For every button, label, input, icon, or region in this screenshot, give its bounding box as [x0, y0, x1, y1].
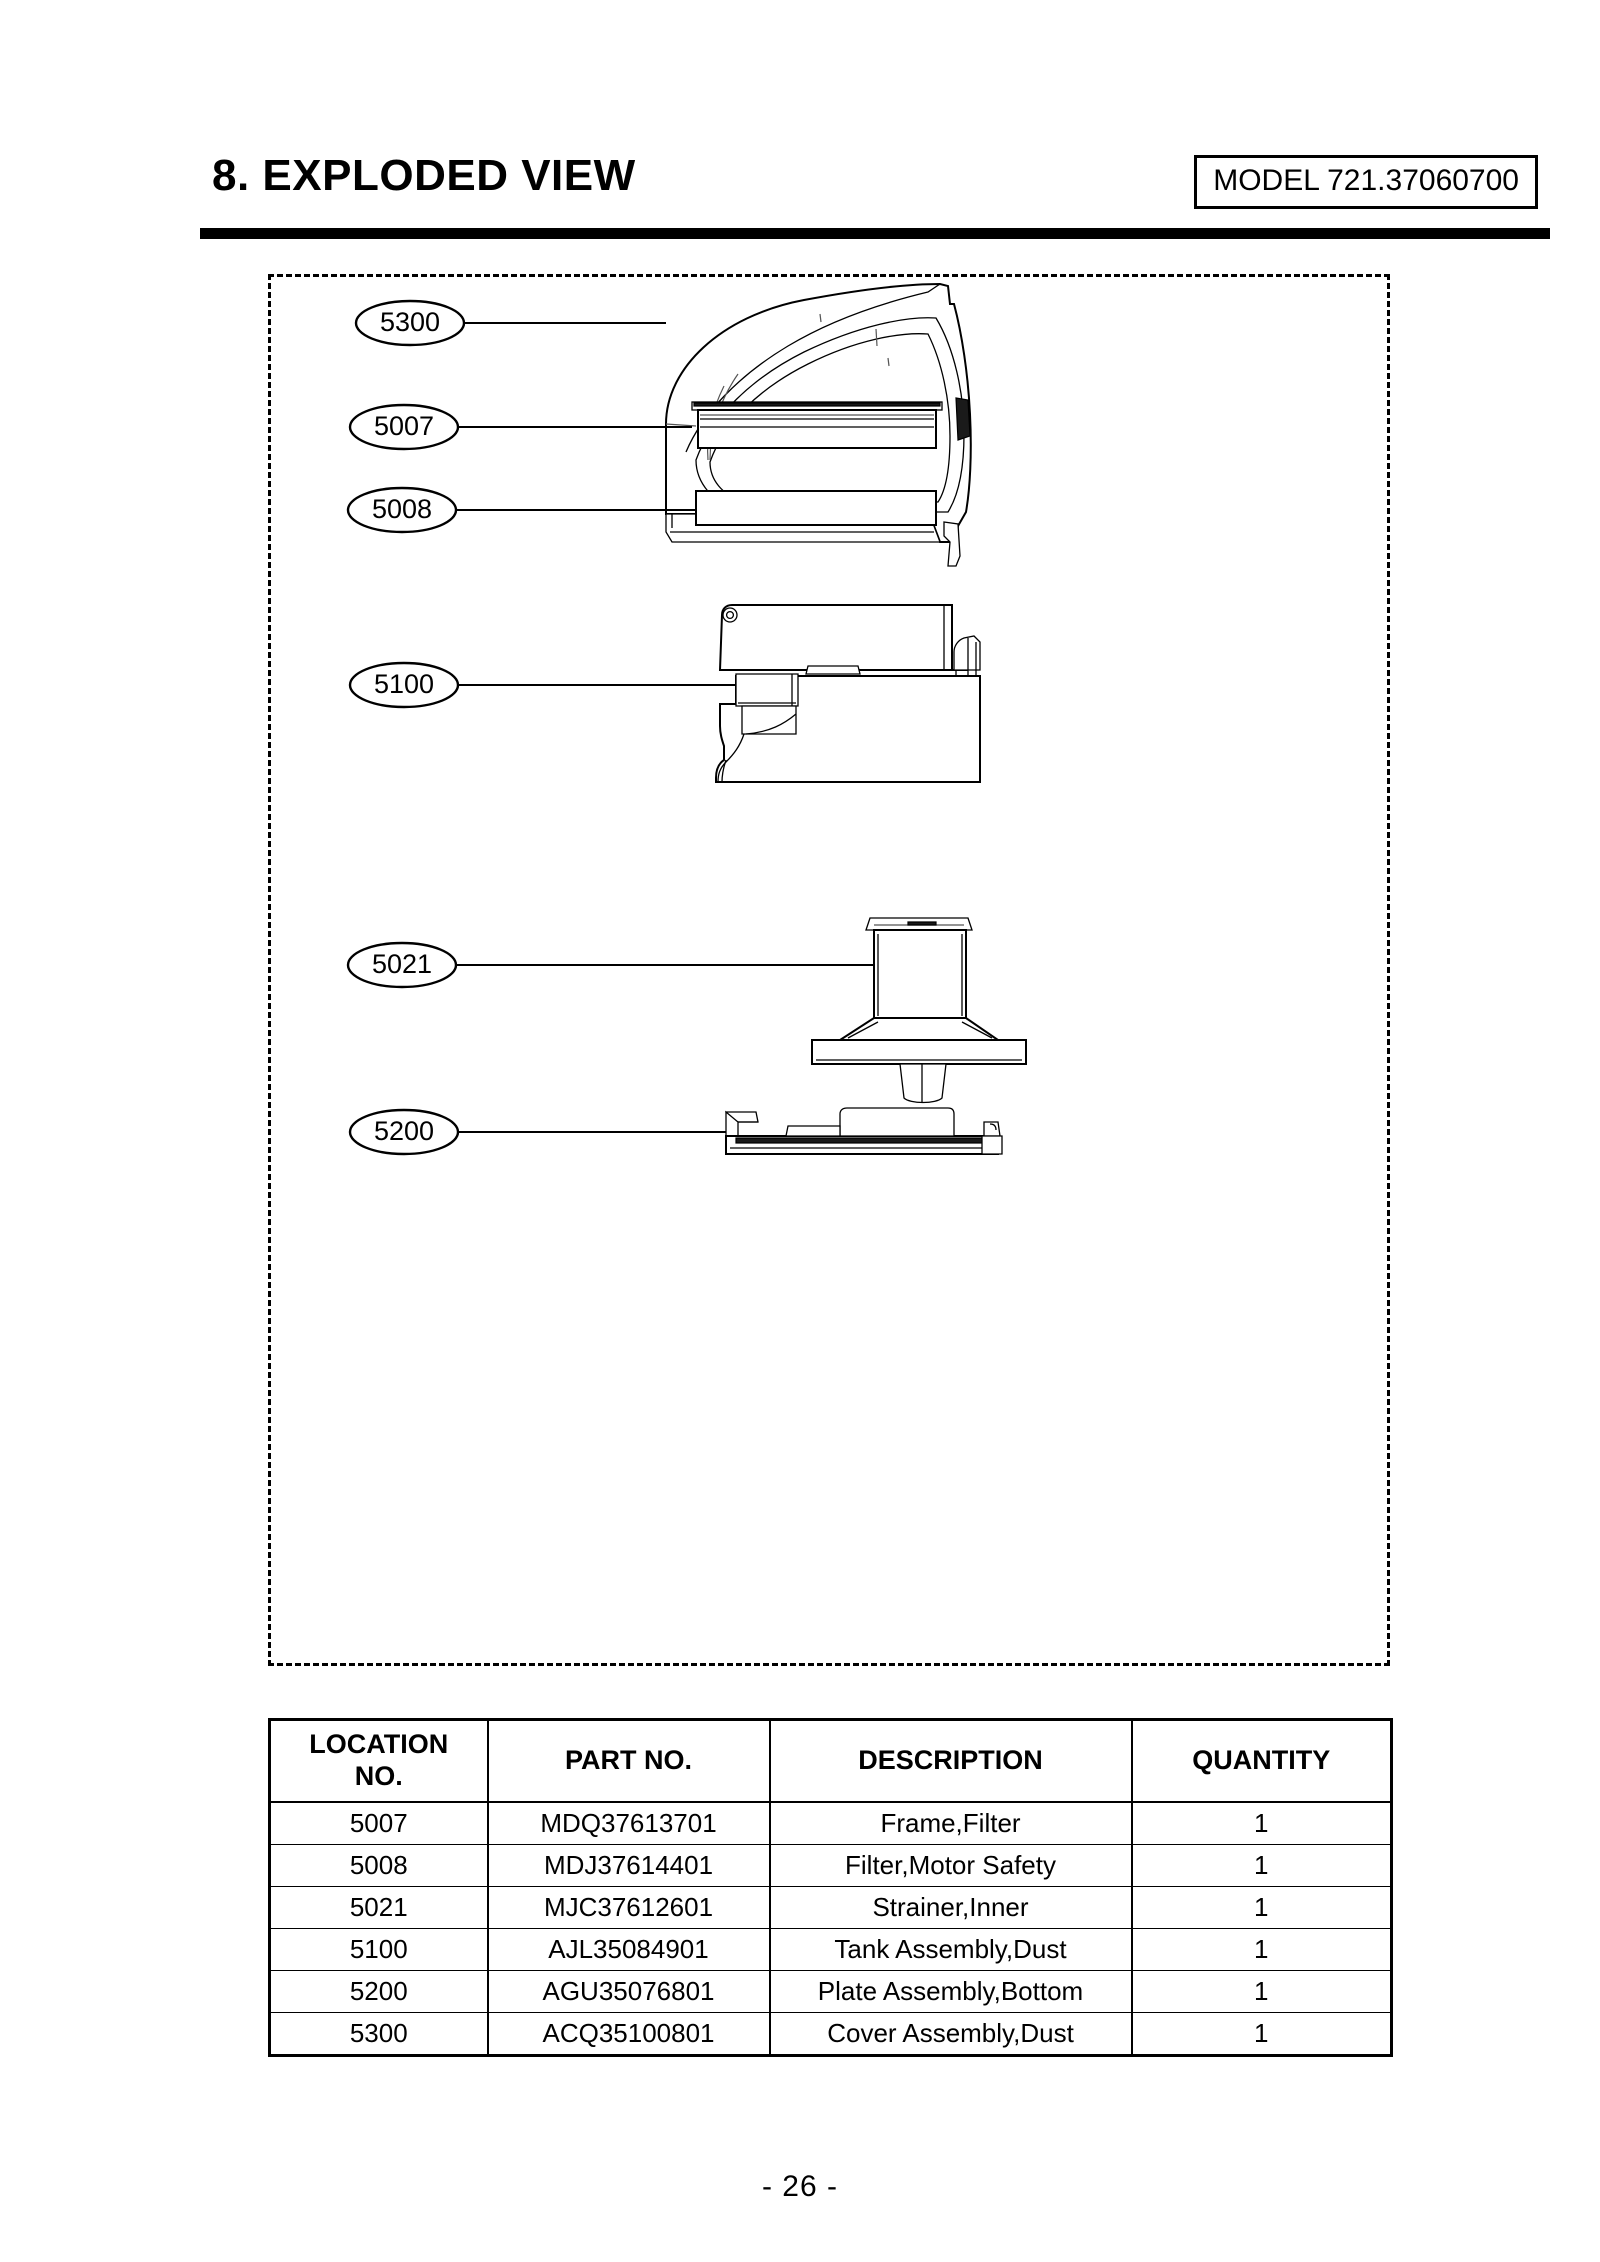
strainer-rim-slot [908, 922, 936, 925]
table-header-row [270, 1720, 1392, 1803]
page-header [200, 148, 1550, 220]
parts-table-body [270, 1802, 1392, 2056]
page-title: 8. EXPLODED VIEW [212, 151, 636, 200]
plate-step [786, 1126, 840, 1136]
table-row [270, 2013, 1392, 2056]
table-row [270, 1929, 1392, 1971]
exploded-view-diagram [268, 274, 1390, 1666]
part-filter-motor-safety [348, 488, 936, 532]
model-number-box [1194, 155, 1538, 209]
cell-part-no: MDQ37613701 [488, 1802, 770, 1845]
callout-label-5021: 5021 [371, 949, 433, 980]
cell-quantity: 1 [1132, 1845, 1392, 1887]
model-number-label: MODEL 721.37060700 [1213, 164, 1519, 197]
column-header-location-line2: NO. [354, 1761, 403, 1791]
plate-dark-strip [736, 1138, 988, 1143]
column-header-description: DESCRIPTION [770, 1720, 1132, 1803]
cell-description: Plate Assembly,Bottom [770, 1971, 1132, 2013]
cover-right-notch [956, 398, 970, 440]
cell-location: 5008 [270, 1845, 488, 1887]
cell-location: 5007 [270, 1802, 488, 1845]
tank-upper-body [720, 605, 952, 670]
column-header-location-no [270, 1720, 488, 1803]
motor-safety-filter-body [696, 491, 936, 525]
page-number-footer: - 26 - [761, 2170, 839, 2203]
column-header-quantity: QUANTITY [1132, 1720, 1392, 1803]
cell-quantity: 1 [1132, 1971, 1392, 2013]
parts-table [268, 1718, 1393, 2057]
strainer-stem [900, 1064, 946, 1103]
strainer-cylinder [874, 930, 966, 1018]
header-divider-rule [200, 228, 1550, 239]
column-header-location-line1: LOCATION [309, 1729, 449, 1759]
cell-part-no: ACQ35100801 [488, 2013, 770, 2056]
cell-part-no: AJL35084901 [488, 1929, 770, 1971]
cell-description: Cover Assembly,Dust [770, 2013, 1132, 2056]
part-tank-assembly-dust [350, 605, 980, 782]
plate-center-hump [840, 1108, 954, 1136]
cell-quantity: 1 [1132, 1929, 1392, 1971]
cell-description: Tank Assembly,Dust [770, 1929, 1132, 1971]
cell-location: 5100 [270, 1929, 488, 1971]
cell-description: Frame,Filter [770, 1802, 1132, 1845]
cell-quantity: 1 [1132, 2013, 1392, 2056]
table-row [270, 1887, 1392, 1929]
table-row [270, 1971, 1392, 2013]
cell-location: 5021 [270, 1887, 488, 1929]
tank-handle-recess [736, 674, 798, 706]
table-row [270, 1845, 1392, 1887]
frame-top-rail-dark [694, 403, 940, 406]
cell-description: Filter,Motor Safety [770, 1845, 1132, 1887]
frame-body [698, 410, 936, 448]
cell-location: 5200 [270, 1971, 488, 2013]
part-plate-assembly-bottom [350, 1108, 1002, 1154]
parts-table-head [270, 1720, 1392, 1803]
cell-quantity: 1 [1132, 1802, 1392, 1845]
callout-label-5200: 5200 [373, 1116, 435, 1147]
table-row [270, 1802, 1392, 1845]
tank-seam-latch [806, 666, 860, 674]
part-strainer-inner [348, 918, 1026, 1103]
cell-quantity: 1 [1132, 1887, 1392, 1929]
cover-latch-hook [944, 522, 960, 566]
cell-location: 5300 [270, 2013, 488, 2056]
callout-label-5007: 5007 [373, 411, 435, 442]
part-frame-filter [350, 402, 942, 449]
tank-pivot-boss [723, 608, 737, 622]
plate-right-foot [982, 1136, 1002, 1154]
callout-label-5008: 5008 [371, 494, 433, 525]
parts-table-container [268, 1718, 1390, 2057]
callout-label-5300: 5300 [379, 307, 441, 338]
cell-description: Strainer,Inner [770, 1887, 1132, 1929]
cell-part-no: MDJ37614401 [488, 1845, 770, 1887]
cell-part-no: MJC37612601 [488, 1887, 770, 1929]
callout-label-5100: 5100 [373, 669, 435, 700]
cell-part-no: AGU35076801 [488, 1971, 770, 2013]
column-header-part-no: PART NO. [488, 1720, 770, 1803]
